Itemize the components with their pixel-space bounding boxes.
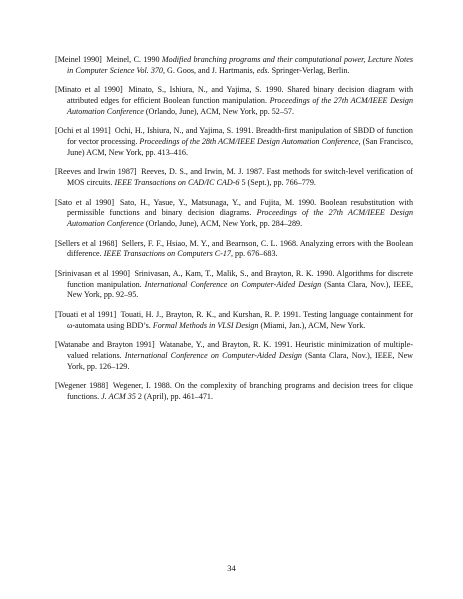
- reference-italic-text: Proceedings of the 27th ACM/IEEE Design Automation Conference: [67, 95, 413, 116]
- reference-italic-text: Proceedings of the 27th ACM/IEEE Design Automation Conference: [67, 208, 413, 228]
- reference-entry: [55, 239, 413, 260]
- reference-text: , (San Francisco, June) ACM, New York, pp. 413–416.: [67, 136, 413, 157]
- reference-text: Sato, H., Yasue, Y., Matsunaga, Y., and Fujita, M. 1990. Boolean resubstitution with permissible functions and binary decision diagrams.: [67, 197, 414, 218]
- reference-italic-text: Formal Methods in VLSI Design: [152, 320, 259, 330]
- reference-tag: [Meinel 1990]: [55, 55, 102, 64]
- reference-text: (Santa Clara, Nov.), IEEE, New York, pp. 126–129.: [67, 350, 414, 371]
- page-number: 34: [227, 563, 236, 573]
- reference-text: Wegener, I. 1988. On the complexity of branching programs and decision trees for clique functions.: [67, 381, 413, 401]
- reference-text: , G. Goos, and J. Hartmanis,: [162, 65, 257, 75]
- reference-italic-text: eds.: [256, 65, 270, 75]
- reference-entry: [55, 310, 413, 331]
- reference-entry: [55, 85, 413, 117]
- reference-entry: [55, 269, 413, 301]
- reference-italic-text: Proceedings of the 28th ACM/IEEE Design Automation Conference: [139, 136, 359, 146]
- reference-entry: [55, 340, 413, 372]
- reference-text: 5 (Sept.), pp. 766–779.: [239, 177, 316, 187]
- reference-text: Minato, S., Ishiura, N., and Yajima, S. 1990. Shared binary decision diagram with attributed edges for efficient Boolean function manipulation.: [67, 85, 413, 105]
- reference-entry: [55, 198, 413, 230]
- reference-text: Touati, H. J., Brayton, R. K., and Kurshan, R. P. 1991. Testing language containment for ω-automata using BDD’s.: [67, 310, 413, 330]
- reference-text: 2 (April), pp. 461–471.: [135, 391, 213, 401]
- reference-text: (Orlando, June), ACM, New York, pp. 284–289.: [143, 218, 303, 228]
- reference-text: Watanabe, Y., and Brayton, R. K. 1991. Heuristic minimization of multiple-valued relations.: [67, 340, 413, 360]
- reference-text: (Miami, Jan.), ACM, New York.: [258, 320, 366, 330]
- reference-text: Springer-Verlag, Berlin.: [269, 65, 350, 75]
- reference-entry: [55, 167, 413, 188]
- reference-list: [55, 55, 413, 412]
- reference-tag: [Srinivasan et al 1990]: [55, 269, 130, 279]
- reference-italic-text: Modified branching programs and their computational power, Lecture Notes in Computer Science Vol. 370: [67, 55, 413, 75]
- reference-italic-text: J. ACM 35: [101, 391, 136, 401]
- reference-tag: [Sellers et al 1968]: [55, 238, 118, 248]
- reference-text: Reeves, D. S., and Irwin, M. J. 1987. Fast methods for switch-level verification of MOS circuits.: [67, 167, 413, 187]
- reference-text: (Santa Clara, Nov.), IEEE, New York, pp. 92–95.: [67, 279, 413, 300]
- reference-tag: [Reeves and Irwin 1987]: [55, 167, 137, 177]
- reference-entry: [55, 126, 413, 158]
- reference-italic-text: IEEE Transactions on Computers C-17: [103, 249, 231, 259]
- reference-tag: [Wegener 1988]: [55, 381, 109, 391]
- reference-text: Ochi, H., Ishiura, N., and Yajima, S. 1991. Breadth-first manipulation of SBDD of function for vector processing.: [67, 126, 413, 146]
- reference-italic-text: International Conference on Computer-Aided Design: [124, 350, 302, 360]
- reference-italic-text: IEEE Transactions on CAD/IC CAD-6: [114, 177, 240, 187]
- reference-text: Meinel, C. 1990: [106, 55, 162, 64]
- reference-text: Srinivasan, A., Kam, T., Malik, S., and Brayton, R. K. 1990. Algorithms for discrete function manipulation.: [67, 269, 413, 289]
- reference-text: Sellers, F. F., Hsiao, M. Y., and Bearnson, C. L. 1968. Analyzing errors with the Boolean difference.: [67, 238, 414, 259]
- reference-tag: [Sato et al 1990]: [55, 197, 115, 207]
- reference-tag: [Minato et al 1990]: [55, 85, 123, 95]
- reference-tag: [Watanabe and Brayton 1991]: [55, 340, 155, 350]
- reference-italic-text: International Conference on Computer-Aided Design: [144, 279, 322, 289]
- reference-entry: [55, 55, 413, 76]
- reference-tag: [Ochi et al 1991]: [55, 126, 111, 136]
- reference-entry: [55, 381, 413, 402]
- reference-tag: [Touati et al 1991]: [55, 310, 117, 319]
- reference-text: (Orlando, June), ACM, New York, pp. 52–57.: [143, 106, 294, 116]
- reference-text: , pp. 676–683.: [230, 249, 278, 259]
